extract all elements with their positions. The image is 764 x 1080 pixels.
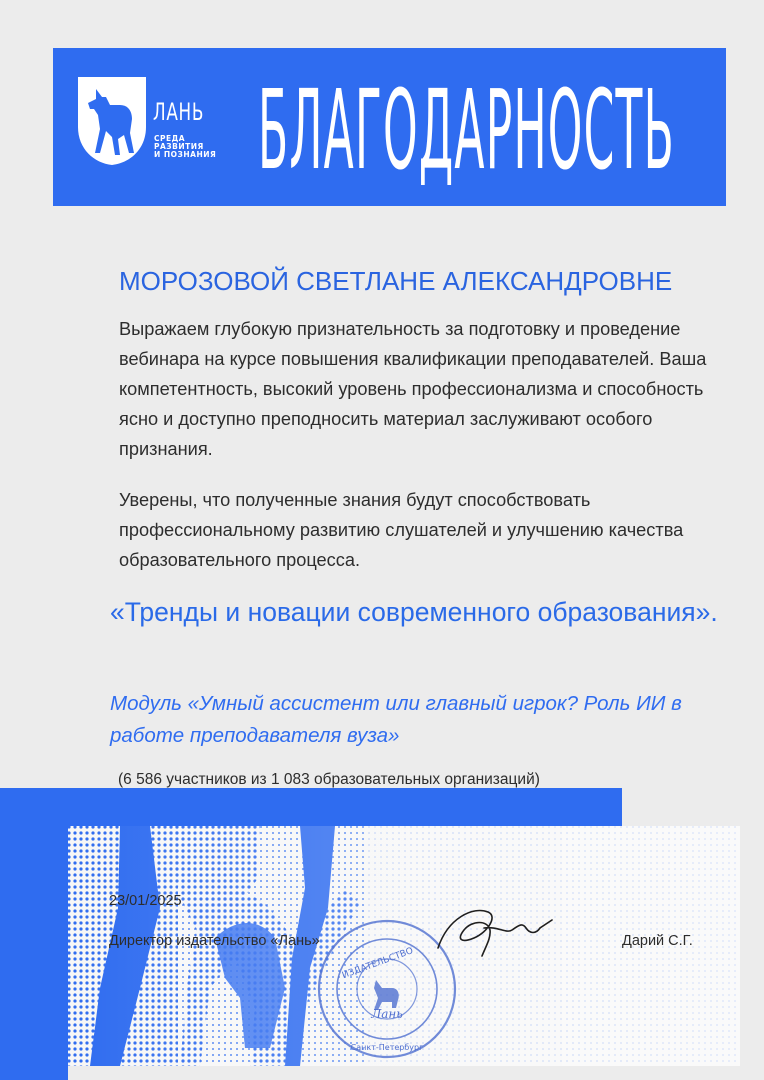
logo-name: ЛАНЬ bbox=[153, 98, 205, 126]
handwritten-signature bbox=[428, 898, 558, 968]
signer-title: Директор издательство «Лань» bbox=[109, 933, 320, 949]
document-title: БЛАГОДАРНОСТЬ bbox=[258, 66, 675, 194]
lan-logo bbox=[76, 75, 224, 185]
participant-stats: (6 586 участников из 1 083 образовательных организаций) bbox=[118, 771, 540, 788]
seal-center-text: ИЗДАТЕЛЬСТВО bbox=[340, 946, 415, 982]
logo-tagline-line: РАЗВИТИЯ bbox=[154, 142, 204, 151]
logo-tagline bbox=[154, 135, 244, 159]
logo-tagline-line: СРЕДА bbox=[154, 134, 186, 143]
signer-name: Дарий С.Г. bbox=[622, 933, 693, 949]
module-title: Модуль «Умный ассистент или главный игрок? Роль ИИ в работе преподавателя вуза» bbox=[110, 692, 682, 747]
deer-shield-icon bbox=[76, 75, 148, 167]
seal-logo-text: Лань bbox=[371, 1007, 403, 1021]
course-title: «Тренды и новации современного образования». bbox=[110, 597, 718, 627]
recipient-name: МОРОЗОВОЙ СВЕТЛАНЕ АЛЕКСАНДРОВНЕ bbox=[119, 266, 673, 296]
gratitude-paragraph: Выражаем глубокую признательность за подготовку и проведение вебинара на курсе повышения квалификации преподавателей. Ваша компетентность, высокий уровень профессионализма и способность ясно и доступно преподносить материал заслуживают особого признания. bbox=[119, 319, 707, 459]
wishes-paragraph: Уверены, что полученные знания будут способствовать профессиональному развитию слушателей и улучшению качества образовательного процесса. bbox=[119, 490, 684, 570]
seal-bottom-text: Санкт-Петербург bbox=[350, 1043, 424, 1052]
header-band bbox=[53, 48, 726, 206]
logo-tagline-line: И ПОЗНАНИЯ bbox=[154, 150, 217, 159]
signature-date: 23/01/2025 bbox=[109, 893, 182, 909]
